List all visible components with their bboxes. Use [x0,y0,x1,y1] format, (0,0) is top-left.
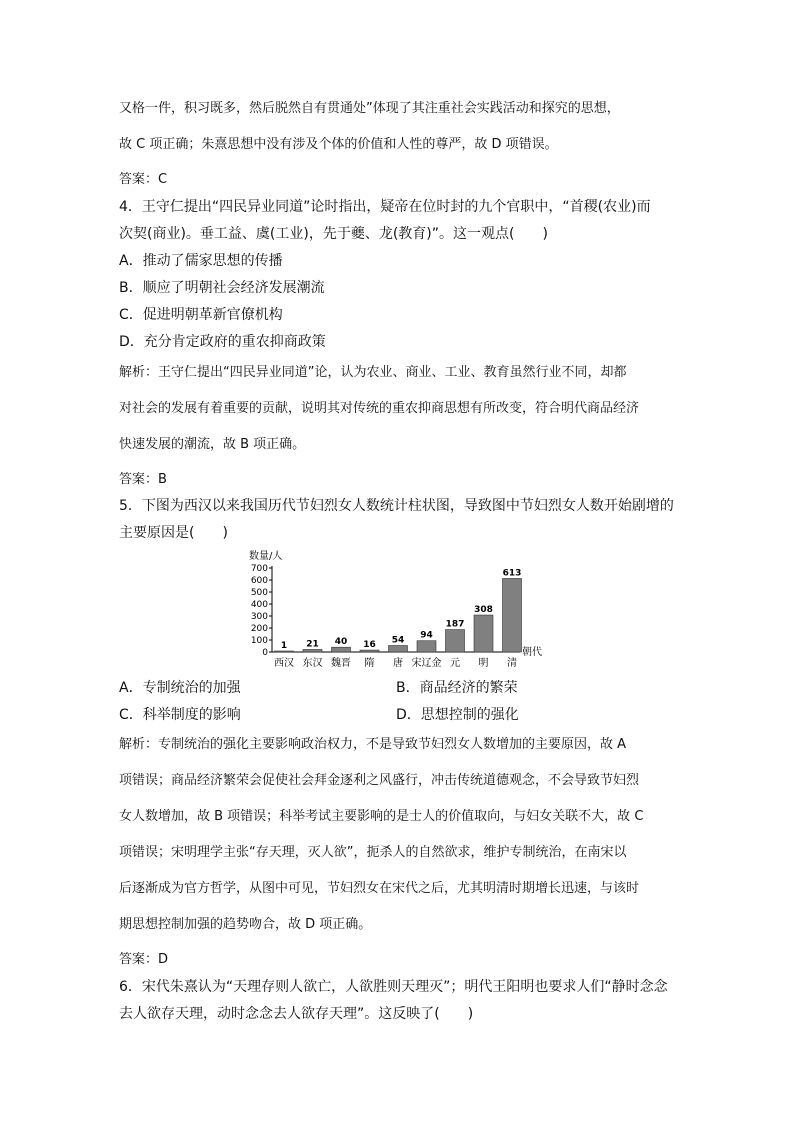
data-label: 94 [420,630,433,641]
x-tick-label: 宋辽金 [411,658,442,669]
y-tick-label: 700 [250,564,268,574]
y-tick-label: 600 [250,576,268,586]
answer-3: 答案：C [119,172,168,187]
x-tick-label: 隋 [364,658,375,669]
line-2: 故 C 项正确；朱熹思想中没有涉及个体的价值和人性的尊严，故 D 项错误。 [119,137,558,152]
y-tick-label: 200 [250,624,268,634]
explanation-5-line-4: 项错误；宋明理学主张“存天理，灭人欲”，扼杀人的自然欲求，维护专制统治，在南宋以 [119,845,627,860]
x-tick-label: 清 [507,658,517,669]
bar [275,651,294,652]
x-tick-label: 唐 [393,658,403,669]
explanation-5-line-2: 项错误；商品经济繁荣会促使社会拜金逐利之风盛行，冲击传统道德观念，不会导致节妇烈 [119,773,640,788]
explanation-5-line-1: 解析：专制统治的强化主要影响政治权力，不是导致节妇烈女人数增加的主要原因，故 A [119,737,627,752]
data-label: 308 [474,605,493,616]
bar [303,649,322,652]
bar [474,615,493,652]
bar [360,650,379,652]
data-label: 54 [391,635,405,646]
y-tick-label: 0 [262,648,268,658]
x-axis-label: 朝代 [522,647,542,658]
question-6-line-1: 6．宋代朱熹认为“天理存则人欲亡，人欲胜则天理灭”；明代王阳明也要求人们“静时念念 [119,979,668,995]
bar [446,630,465,652]
answer-5: 答案：D [119,952,169,967]
question-6-line-2: 去人欲存天理，动时念念去人欲存天理”。这反映了( ) [119,1006,474,1022]
question-4-line-1: 4．王守仁提出“四民异业同道”论时指出，疑帝在位时封的九个官职中，“首稷(农业)而 [119,199,651,215]
explanation-5-line-3: 女人数增加，故 B 项错误；科举考试主要影响的是士人的价值取向，与妇女关联不大，故 C [119,809,644,824]
y-tick-label: 500 [250,588,268,598]
question-5-line-2: 主要原因是( ) [119,525,228,541]
question-5-line-1: 5．下图为西汉以来我国历代节妇烈女人数统计柱状图，导致图中节妇烈女人数开始剧增的 [119,498,674,514]
option-5a: A．专制统治的加强 [119,680,241,696]
line-1: 又格一件，积习既多，然后脱然自有贯通处”体现了其注重社会实践活动和探究的思想， [119,101,620,116]
option-5b: B．商品经济的繁荣 [396,680,518,696]
data-label: 187 [445,619,465,630]
bar [503,578,522,652]
explanation-5-line-6: 期思想控制加强的趋势吻合，故 D 项正确。 [119,917,372,932]
explanation-4-line-3: 快速发展的潮流，故 B 项正确。 [119,437,306,452]
option-5c: C．科举制度的影响 [119,707,241,723]
data-label: 16 [363,640,376,651]
y-axis-label: 数量/人 [249,551,283,562]
option-4b: B．顺应了明朝社会经济发展潮流 [119,280,325,296]
x-tick-label: 西汉 [274,658,294,669]
y-tick-label: 100 [250,636,268,646]
y-tick-label: 300 [250,612,268,622]
explanation-5-line-5: 后逐渐成为官方哲学，从图中可见，节妇烈女在宋代之后，尤其明清时期增长迅速，与该时 [119,881,640,896]
option-4d: D．充分肯定政府的重农抑商政策 [119,334,326,350]
data-label: 40 [334,637,348,648]
bar [417,641,436,652]
option-4a: A．推动了儒家思想的传播 [119,253,283,269]
data-label: 21 [306,639,319,650]
bar [332,647,351,652]
x-tick-label: 魏晋 [331,658,351,669]
bar-chart [245,548,545,673]
option-5d: D．思想控制的强化 [396,707,519,723]
x-tick-label: 明 [478,658,489,669]
explanation-4-line-1: 解析：王守仁提出“四民异业同道”论，认为农业、商业、工业、教育虽然行业不同，却都 [119,365,627,380]
question-4-line-2: 次契(商业)。垂工益、虞(工业)，先于夔、龙(教育)”。这一观点( ) [119,226,548,242]
x-tick-label: 东汉 [302,658,323,669]
x-tick-label: 元 [450,658,460,669]
bar [389,646,408,652]
y-tick-label: 400 [250,600,268,610]
option-4c: C．促进明朝革新官僚机构 [119,307,283,323]
data-label: 1 [280,641,288,651]
answer-4: 答案：B [119,472,167,487]
explanation-4-line-2: 对社会的发展有着重要的贡献，说明其对传统的重农抑商思想有所改变，符合明代商品经济 [119,401,640,416]
data-label: 613 [502,568,522,579]
